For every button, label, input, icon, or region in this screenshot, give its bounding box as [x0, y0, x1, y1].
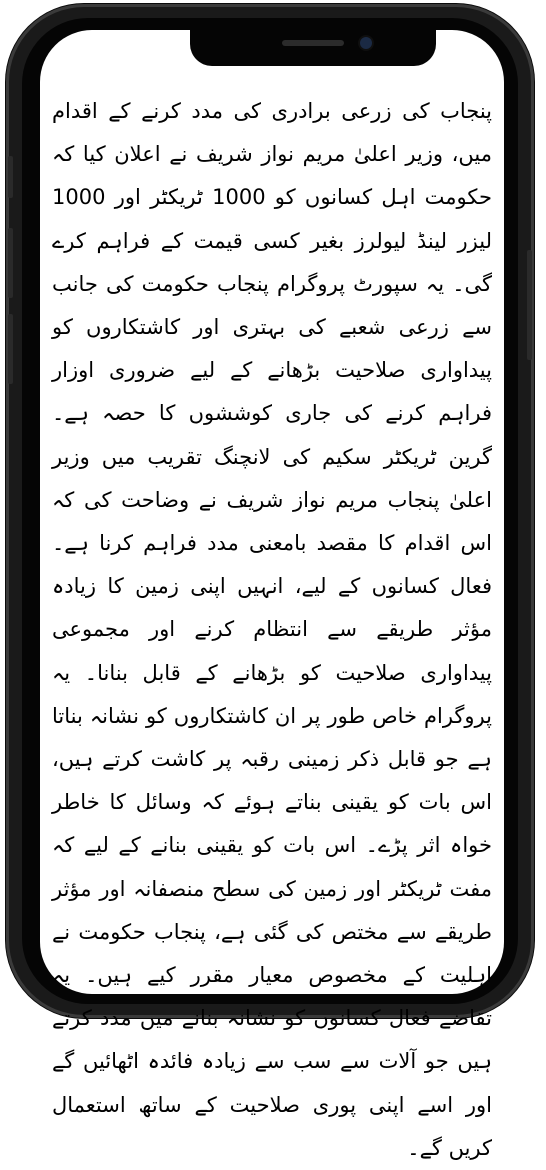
front-camera-icon [360, 37, 372, 49]
volume-down-button [8, 314, 13, 384]
volume-up-button [8, 228, 13, 298]
phone-frame [6, 4, 534, 1160]
phone-screen [40, 30, 504, 1160]
earpiece-speaker-icon [282, 40, 344, 46]
silent-switch [8, 156, 13, 198]
notch [190, 30, 436, 66]
article-text: پنجاب کی زرعی برادری کی مدد کرنے کے اقدام میں، وزیر اعلیٰ مریم نواز شریف نے اعلان کیا کہ حکومت اہل کسانوں کو 1000 ٹریکٹر اور 1000 لیزر لینڈ لیولرز بغیر کسی قیمت کے فراہم کرے گی۔ یہ سپورٹ پروگرام پنجاب حکومت کی جانب سے زرعی شعبے کی بہتری اور کاشتکاروں کو پیداواری صلاحیت بڑھانے کے لیے ضروری اوزار فراہم کرنے کی جاری کوششوں کا حصہ ہے۔ گرین ٹریکٹر سکیم کی لانچنگ تقریب میں وزیر اعلیٰ پنجاب مریم نواز شریف نے وضاحت کی کہ اس اقدام کا مقصد بامعنی مدد فراہم کرنا ہے۔ فعال کسانوں کے لیے، انہیں اپنی زمین کا زیادہ مؤثر طریقے سے انتظام کرنے اور مجموعی پیداواری صلاحیت کو بڑھانے کے قابل بنانا۔ یہ پروگرام خاص طور پر ان کاشتکاروں کو نشانہ بناتا ہے جو قابل ذکر زمینی رقبہ پر کاشت کرتے ہیں، اس بات کو یقینی بناتے ہوئے کہ وسائل کا خاطر خواہ اثر پڑے۔ اس بات کو یقینی بنانے کے لیے کہ مفت ٹریکٹر اور زمین کی سطح منصفانہ اور مؤثر طریقے سے مختص کی گئی ہے، پنجاب حکومت نے اہلیت کے مخصوص معیار مقرر کیے ہیں۔ یہ تقاضے فعال کسانوں کو نشانہ بنانے میں مدد کرتے ہیں جو آلات سے سب سے زیادہ فائدہ اٹھائیں گے اور اسے اپنی پوری صلاحیت کے ساتھ استعمال کریں گے۔ [52, 99, 492, 1160]
power-button [527, 250, 532, 360]
